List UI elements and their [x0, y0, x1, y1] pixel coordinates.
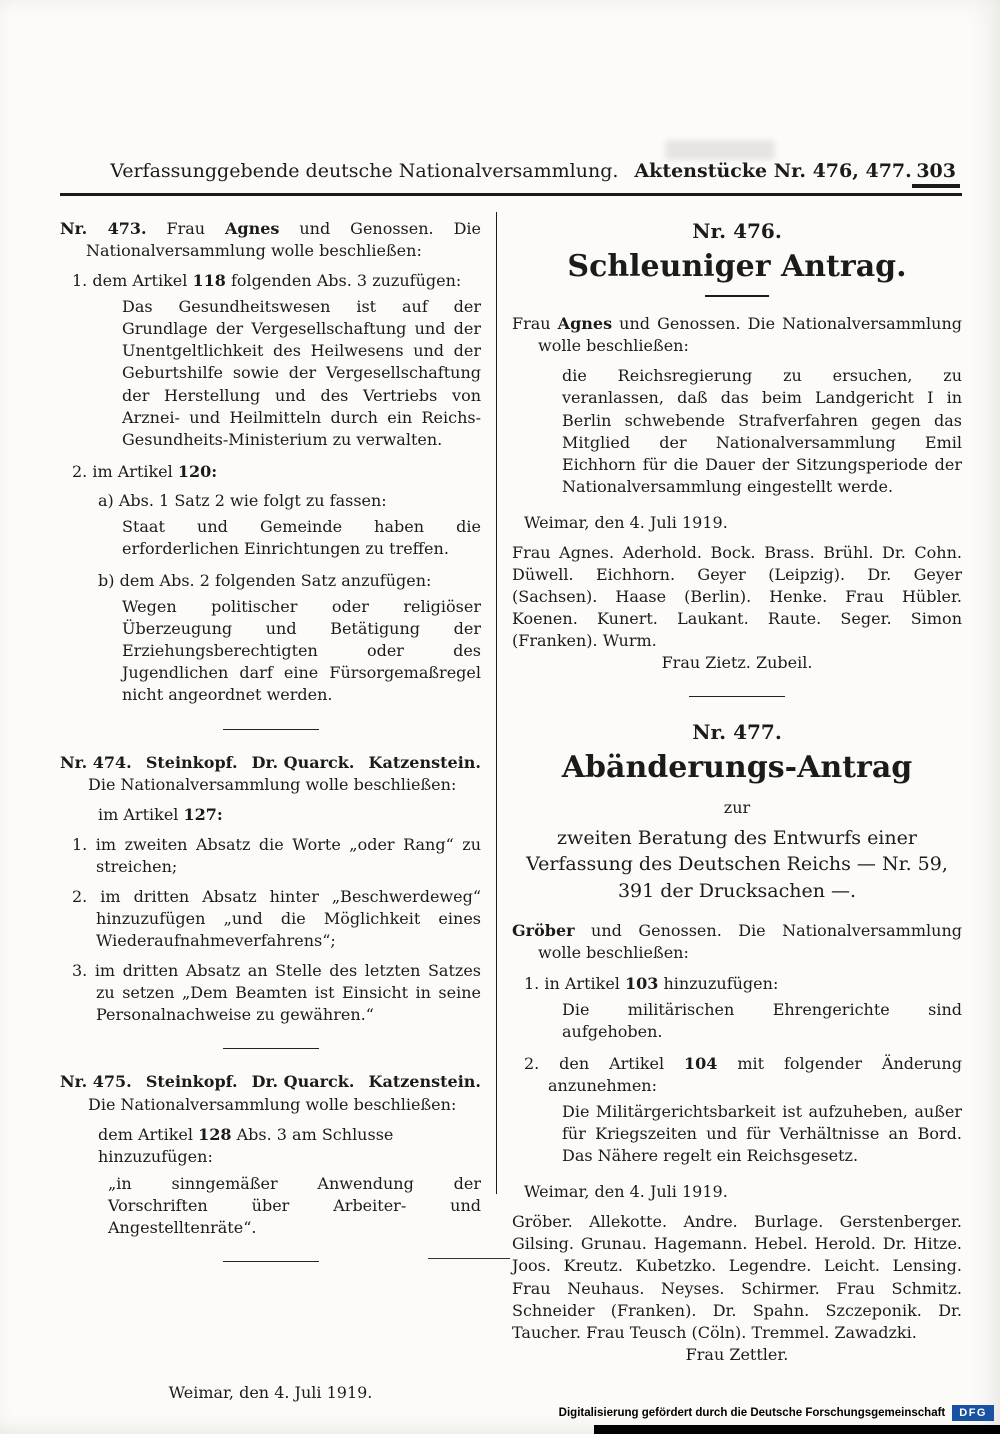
item-marker: 2.: [72, 461, 88, 481]
item-marker: 3.: [72, 961, 88, 981]
proposer-name: Katzenstein.: [368, 1072, 481, 1092]
header-rule: [60, 193, 962, 196]
item-marker: a): [98, 490, 114, 510]
article-number: 127:: [183, 804, 223, 824]
list-item-1: [72, 270, 481, 292]
motion-475-number: Nr. 475.: [60, 1072, 132, 1092]
digitization-credit: Digitalisierung gefördert durch die Deutsche Forschungsgemeinschaft: [558, 1407, 946, 1419]
running-head: [60, 160, 962, 182]
item-text: dem Abs. 2 folgenden Satz anzufügen:: [119, 571, 432, 591]
item-marker: 2.: [524, 1053, 540, 1073]
title-rule: [705, 295, 769, 297]
motion-473: [60, 218, 481, 707]
signature-list: Gröber. Allekotte. Andre. Burlage. Gerstenberger. Gilsing. Grunau. Hagemann. Hebel. Herold. Dr. Hitze. Joos. Kreutz. Kubetzko. Legendre. Leicht. Lensing. Frau Neuhaus. Neyses. Schirmer. Frau Schmitz. Schneider (Franken). Dr. Spahn. Szczeponik. Dr. Taucher. Frau Teusch (Cöln). Tremmel. Zawadzki.: [512, 1212, 962, 1342]
article-line: [98, 804, 481, 826]
article-number: 104: [684, 1053, 718, 1073]
list-item-1: [524, 973, 962, 995]
proposer-name: Agnes: [225, 219, 280, 238]
amendment-text: „in sinngemäßer Anwendung der Vorschriften über Arbeiter- und Angestelltenräte“.: [108, 1173, 481, 1237]
item-text: hinzuzufügen:: [663, 973, 779, 993]
list-subitem-a: [98, 490, 481, 512]
motion-476: [512, 218, 962, 674]
proposer-name: Steinkopf.: [145, 752, 238, 772]
dateline: Weimar, den 4. Juli 1919.: [168, 1382, 373, 1402]
item-text: im Artikel: [98, 804, 179, 824]
list-item-2: [72, 461, 481, 483]
motion-477-number: Nr. 477.: [692, 720, 782, 745]
item-text: im zweiten Absatz die Worte „oder Rang“ zu streichen;: [95, 834, 481, 876]
signature-list: Frau Agnes. Aderhold. Bock. Brass. Brühl. Dr. Cohn. Düwell. Eichhorn. Geyer (Leipzig). Dr. Geyer (Sachsen). Haase (Berlin). Henke. Frau Hübler. Koenen. Kunert. Laukant. Raute. Seger. Simon (Franken). Wurm.: [512, 542, 962, 651]
item-text: dem Artikel: [98, 1124, 193, 1144]
right-column: [497, 212, 962, 1404]
article-number: 128: [198, 1124, 232, 1144]
motion-474-heading: [60, 752, 481, 774]
motion-474: [60, 752, 481, 1027]
amendment-text: Das Gesundheitswesen ist auf der Grundlage der Vergesellschaftung und der Unentgeltlichkeit des Heilwesens und der Geburtshilfe sowie der Vergesellschaftung der Herstellung und des Vertriebs von Arznei- und Heilmitteln durch ein Reichs-Gesundheits-Ministerium zu verwalten.: [122, 297, 481, 449]
amendment-text: Die militärischen Ehrengerichte sind aufgehoben.: [562, 999, 962, 1041]
item-text: im Artikel: [92, 461, 173, 481]
item-marker: 1.: [72, 271, 88, 291]
item-text: dem Artikel: [92, 271, 188, 291]
section-divider: [223, 1261, 319, 1262]
motion-476-body: die Reichsregierung zu ersuchen, zu veranlassen, daß das beim Landgericht I in Berlin schwebende Strafverfahren gegen das Mitglied der Nationalversammlung Emil Eichhorn für die Dauer der Sitzungsperiode der Nationalversammlung eingestellt werde.: [562, 366, 962, 496]
proposer-name: Agnes: [557, 314, 613, 334]
proposer-name: Steinkopf.: [145, 1072, 238, 1092]
item-text: folgenden Abs. 3 zuzufügen:: [230, 271, 462, 291]
dateline: Weimar, den 4. Juli 1919.: [524, 1182, 728, 1202]
list-item-2: [524, 1053, 962, 1097]
left-column: [60, 212, 496, 1404]
signature-list-last-line: Frau Zietz. Zubeil.: [661, 653, 813, 673]
motion-476-title: Schleuniger Antrag.: [567, 248, 907, 284]
motion-475-heading: [60, 1071, 481, 1093]
page-number: 303: [912, 160, 960, 188]
running-head-docs: Aktenstücke Nr. 476, 477.: [634, 160, 912, 182]
intro-text: und Genossen. Die Nationalversammlung wolle beschließen:: [538, 314, 963, 356]
list-item-3: [72, 960, 481, 1026]
item-marker: 1.: [72, 834, 88, 854]
article-line: [98, 1124, 481, 1168]
item-text: Abs. 3 am Schlusse hinzuzufügen:: [98, 1124, 394, 1166]
end-divider: [428, 1258, 510, 1259]
item-text: im dritten Absatz hinter „Beschwerdeweg“ hinzuzufügen „und die Möglichkeit eines Wiederaufnahmeverfahrens“;: [96, 886, 481, 951]
item-marker: 2.: [72, 886, 88, 906]
item-text: Abs. 1 Satz 2 wie folgt zu fassen:: [118, 490, 387, 510]
item-text: mit folgender Änderung anzunehmen:: [548, 1053, 962, 1095]
scan-edge-bar: [594, 1425, 1000, 1434]
motion-477-intro: [512, 920, 962, 964]
intro-text: Frau: [166, 219, 206, 238]
motion-473-number: Nr. 473.: [60, 219, 147, 238]
intro-text: Frau: [512, 314, 551, 334]
intro-text: und Genossen. Die Nationalversammlung wolle beschließen:: [538, 921, 962, 963]
intro-text: und Genossen. Die Nationalversammlung wolle beschließen:: [86, 219, 481, 261]
article-number: 120:: [177, 461, 218, 481]
proposer-name: Katzenstein.: [368, 752, 481, 772]
proposer-name: Gröber: [512, 921, 575, 941]
faint-stamp-artifact: [665, 140, 775, 160]
item-marker: 1.: [524, 973, 540, 993]
two-column-body: [60, 212, 962, 1404]
amendment-text: Die Militärgerichtsbarkeit ist aufzuheben, außer für Kriegszeiten und für Verhältnisse an Bord. Das Nähere regelt ein Reichsgesetz.: [562, 1101, 962, 1166]
amendment-text: Wegen politischer oder religiöser Überzeugung und Betätigung der Erziehungsberechtigten oder des Jugendlichen darf eine Fürsorgemaßregel nicht angeordnet werden.: [122, 597, 481, 705]
digitization-footer: [559, 1405, 994, 1421]
dfg-logo: DFG: [952, 1405, 994, 1421]
motion-475: [60, 1071, 481, 1239]
motion-477-title: Abänderungs-Antrag: [561, 749, 913, 785]
motion-475-intro: Die Nationalversammlung wolle beschließen:: [88, 1094, 457, 1114]
article-number: 103: [625, 973, 659, 993]
section-divider: [223, 729, 319, 730]
section-divider: [689, 696, 785, 697]
motion-477-subtitle: zweiten Beratung des Entwurfs einer Verfassung des Deutschen Reichs — Nr. 59, 391 der Drucksachen —.: [526, 826, 948, 902]
proposer-name: Dr. Quarck.: [251, 752, 355, 772]
signature-list-last-line: Frau Zettler.: [685, 1344, 789, 1364]
motion-473-intro: [60, 218, 481, 262]
item-text: den Artikel: [559, 1053, 665, 1073]
article-number: 118: [192, 271, 226, 291]
list-item-1: [72, 834, 481, 878]
dateline: Weimar, den 4. Juli 1919.: [524, 512, 728, 532]
proposer-name: Dr. Quarck.: [251, 1072, 355, 1092]
motion-476-number: Nr. 476.: [692, 219, 782, 243]
motion-476-intro: [512, 313, 962, 357]
item-text: in Artikel: [544, 973, 620, 993]
page-header: [60, 160, 962, 190]
item-marker: b): [98, 571, 115, 591]
motion-477: [512, 719, 962, 1365]
motion-474-number: Nr. 474.: [60, 752, 132, 772]
motion-474-intro: Die Nationalversammlung wolle beschließen:: [88, 774, 457, 794]
item-text: im dritten Absatz an Stelle des letzten Satzes zu setzen „Dem Beamten ist Einsicht in seine Personalnachweise zu gewähren.“: [94, 961, 481, 1025]
list-subitem-b: [98, 570, 481, 592]
amendment-text: Staat und Gemeinde haben die erforderlichen Einrichtungen zu treffen.: [122, 516, 481, 559]
section-divider: [223, 1048, 319, 1049]
list-item-2: [72, 886, 481, 952]
subtitle-connector: zur: [723, 797, 751, 817]
running-head-title: Verfassunggebende deutsche Nationalversammlung.: [110, 160, 619, 182]
